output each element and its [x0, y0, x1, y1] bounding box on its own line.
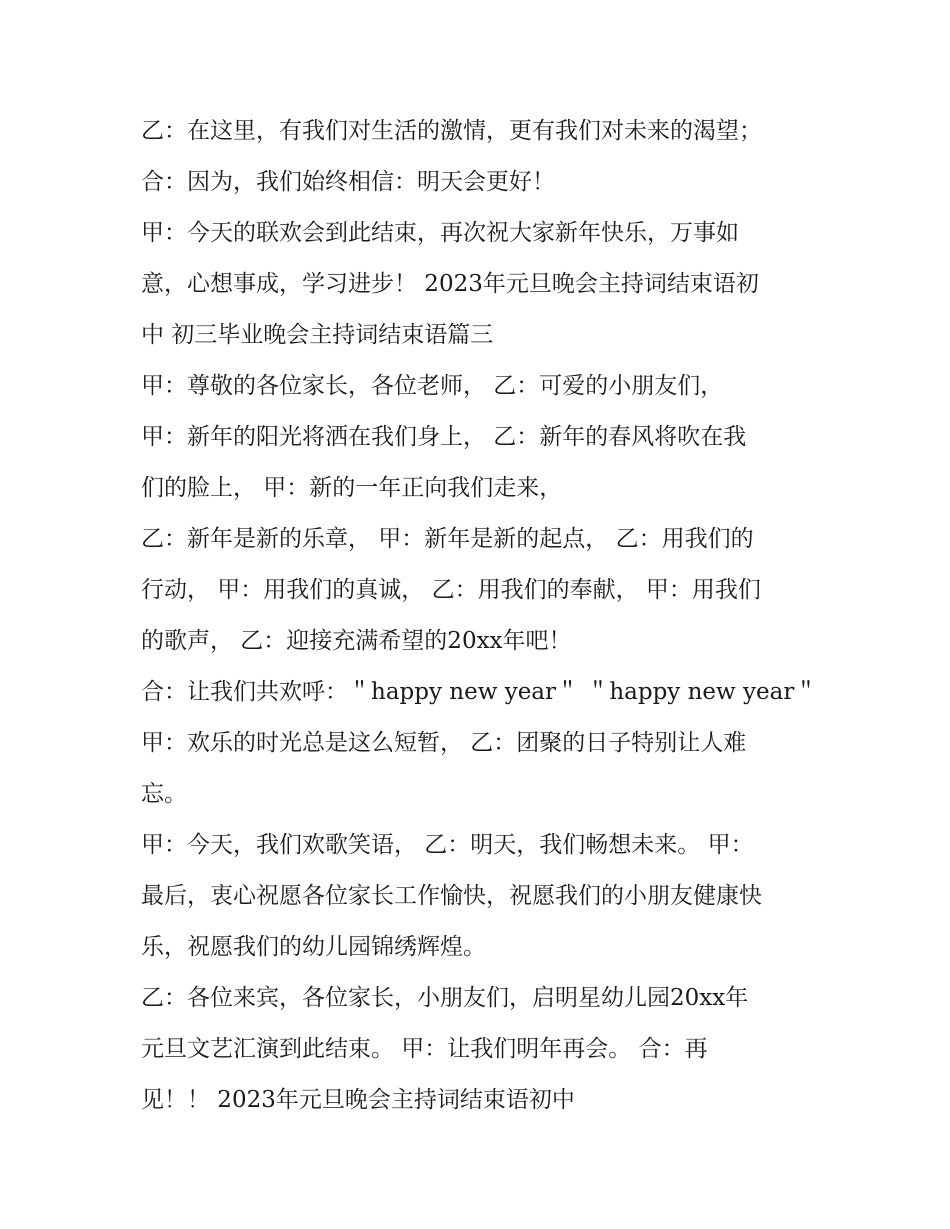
text-line: 甲：今天，我们欢歌笑语， 乙：明天，我们畅想未来。 甲：: [141, 832, 754, 858]
document-body: [141, 106, 831, 1126]
text-line: 见！！ 2023年元旦晚会主持词结束语初中: [141, 1087, 575, 1113]
text-line: 乙：各位来宾，各位家长，小朋友们，启明星幼儿园20xx年: [141, 985, 749, 1011]
text-line: 甲：尊敬的各位家长，各位老师， 乙：可爱的小朋友们，: [141, 373, 724, 399]
text-line: 忘。: [141, 781, 187, 807]
text-line: 乙：在这里，有我们对生活的激情，更有我们对未来的渴望；: [141, 118, 762, 144]
text-line: 们的脸上， 甲：新的一年正向我们走来，: [141, 475, 563, 501]
text-line: 甲：欢乐的时光总是这么短暂， 乙：团聚的日子特别让人难: [141, 730, 747, 756]
text-line: 意，心想事成，学习进步！ 2023年元旦晚会主持词结束语初: [141, 271, 759, 297]
text-line: 甲：新年的阳光将洒在我们身上， 乙：新年的春风将吹在我: [141, 424, 747, 450]
text-line: 甲：今天的联欢会到此结束，再次祝大家新年快乐，万事如: [141, 220, 739, 246]
text-line: 中 初三毕业晚会主持词结束语篇三: [141, 322, 494, 348]
text-line: 合：因为，我们始终相信：明天会更好！: [141, 169, 555, 195]
text-line: 合：让我们共欢呼：＂happy new year＂ ＂happy new year＂: [141, 679, 818, 705]
text-line: 最后，衷心祝愿各位家长工作愉快，祝愿我们的小朋友健康快: [141, 883, 762, 909]
text-line: 的歌声， 乙：迎接充满希望的20xx年吧！: [141, 628, 572, 654]
text-line: 元旦文艺汇演到此结束。 甲：让我们明年再会。 合：再: [141, 1036, 708, 1062]
text-line: 乐，祝愿我们的幼儿园锦绣辉煌。: [141, 934, 486, 960]
text-line: 行动， 甲：用我们的真诚， 乙：用我们的奉献， 甲：用我们: [141, 577, 761, 603]
text-line: 乙：新年是新的乐章， 甲：新年是新的起点， 乙：用我们的: [141, 526, 754, 552]
